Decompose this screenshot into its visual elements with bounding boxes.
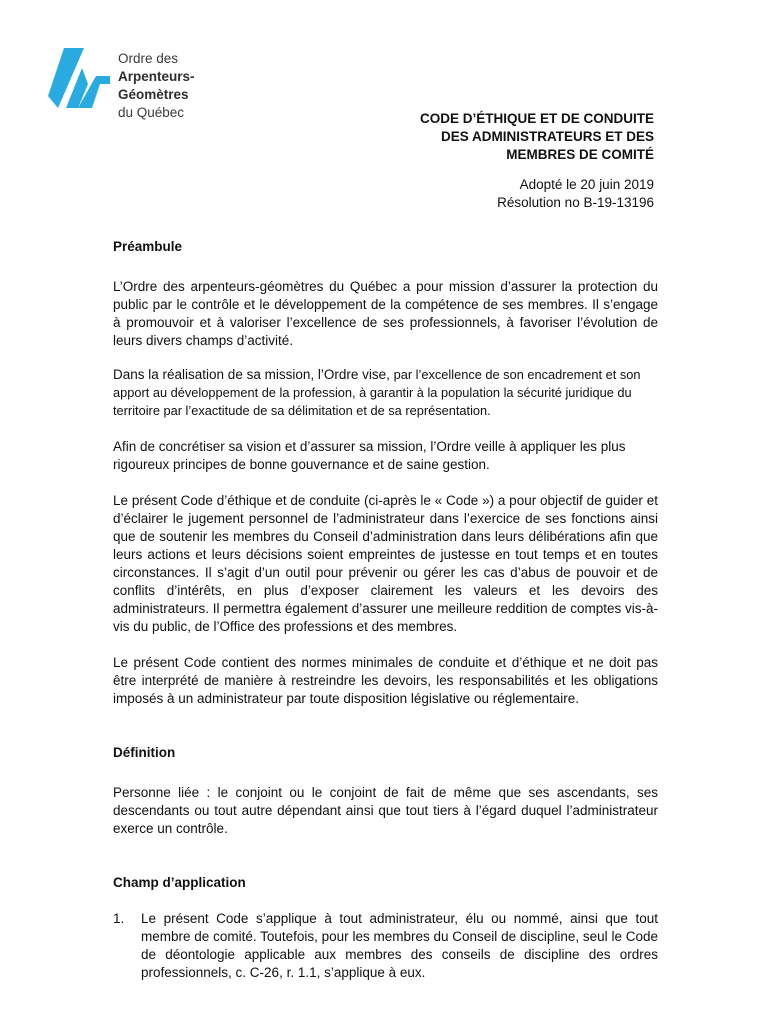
preambule-paragraph-4: Le présent Code d’éthique et de conduite (ci-après le « Code ») a pour objectif de guider et d’éclairer le jugement personnel de l’administrateur dans l’exercice de ses fonctions ainsi que de soutenir les membres du Conseil d’administration dans leurs délibérations afin que leurs actions et leurs décisions soient empreintes de justesse en tout temps et en toutes circonstances. Il s’agit d’un outil pour prévenir ou gérer les cas d’abus de pouvoir et de conflits d’intérêts, en plus d’exposer clairement les valeurs et les devoirs des administrateurs. Il permettra également d’assurer une meilleure reddition de comptes vis-à-vis du public, de l’Office des professions et des membres.: [113, 493, 658, 634]
preambule-paragraph-5: Le présent Code contient des normes minimales de conduite et d’éthique et ne doit pas être interprété de manière à restreindre les devoirs, les responsabilités et les obligations imposés à un administrateur par toute disposition législative ou réglementaire.: [113, 655, 658, 706]
preambule-paragraph-2: [113, 366, 658, 420]
list-item-text: Le présent Code s’applique à tout administrateur, élu ou nommé, ainsi que tout membre de comité. Toutefois, pour les membres du Conseil de discipline, seul le Code de déontologie applicable aux membres des conseils de discipline des ordres professionnels, c. C-26, r. 1.1, s’applique à eux.: [141, 911, 658, 980]
definition-paragraph: Personne liée : le conjoint ou le conjoint de fait de même que ses ascendants, ses descendants ou tout autre dépendant ainsi que tout tiers à l’égard duquel l’administrateur exerce un contrôle.: [113, 785, 658, 836]
title-line-1: CODE D’ÉTHIQUE ET DE CONDUITE: [419, 111, 654, 126]
list-item: [113, 910, 658, 982]
champ-heading: Champ d’application: [113, 875, 246, 890]
list-item-number: 1.: [113, 911, 125, 926]
preambule-paragraph-1: L’Ordre des arpenteurs-géomètres du Québec a pour mission d’assurer la protection du public par le contrôle et le développement de la compétence de ses membres. Il s’engage à promouvoir et à valoriser l’excellence de ses professionnels, à favoriser l’évolution de leurs divers champs d’activité.: [113, 279, 658, 348]
title-line-2: DES ADMINISTRATEURS ET DES: [440, 129, 654, 144]
title-line-3: MEMBRES DE COMITÉ: [506, 147, 654, 162]
preambule-paragraph-3: Afin de concrétiser sa vision et d’assurer sa mission, l’Ordre veille à appliquer les plus rigoureux principes de bonne gouvernance et de saine gestion.: [113, 439, 626, 472]
preambule-heading: Préambule: [113, 239, 183, 254]
adoption-info: [497, 176, 654, 212]
logo-line-3: du Québec: [118, 105, 185, 120]
logo: [48, 46, 258, 120]
logo-line-2: Arpenteurs-Géomètres: [118, 69, 195, 102]
definition-heading: Définition: [113, 745, 176, 760]
logo-text: [118, 50, 258, 122]
adoption-date: Adopté le 20 juin 2019: [519, 177, 654, 192]
document-title: [420, 110, 654, 164]
resolution-number: Résolution no B-19-13196: [497, 195, 654, 210]
document-body: [113, 238, 658, 982]
logo-line-1: Ordre des: [118, 51, 179, 66]
preambule-paragraph-2-end: par l’excellence de son encadrement et son apport au développement de la profession, à garantir à la population la sécurité juridique du territoire par l’exactitude de sa délimitation et de sa représentation.: [113, 367, 641, 418]
preambule-paragraph-2-start: Dans la réalisation de sa mission, l’Ordre vise,: [113, 367, 394, 382]
logo-icon: [48, 48, 112, 110]
